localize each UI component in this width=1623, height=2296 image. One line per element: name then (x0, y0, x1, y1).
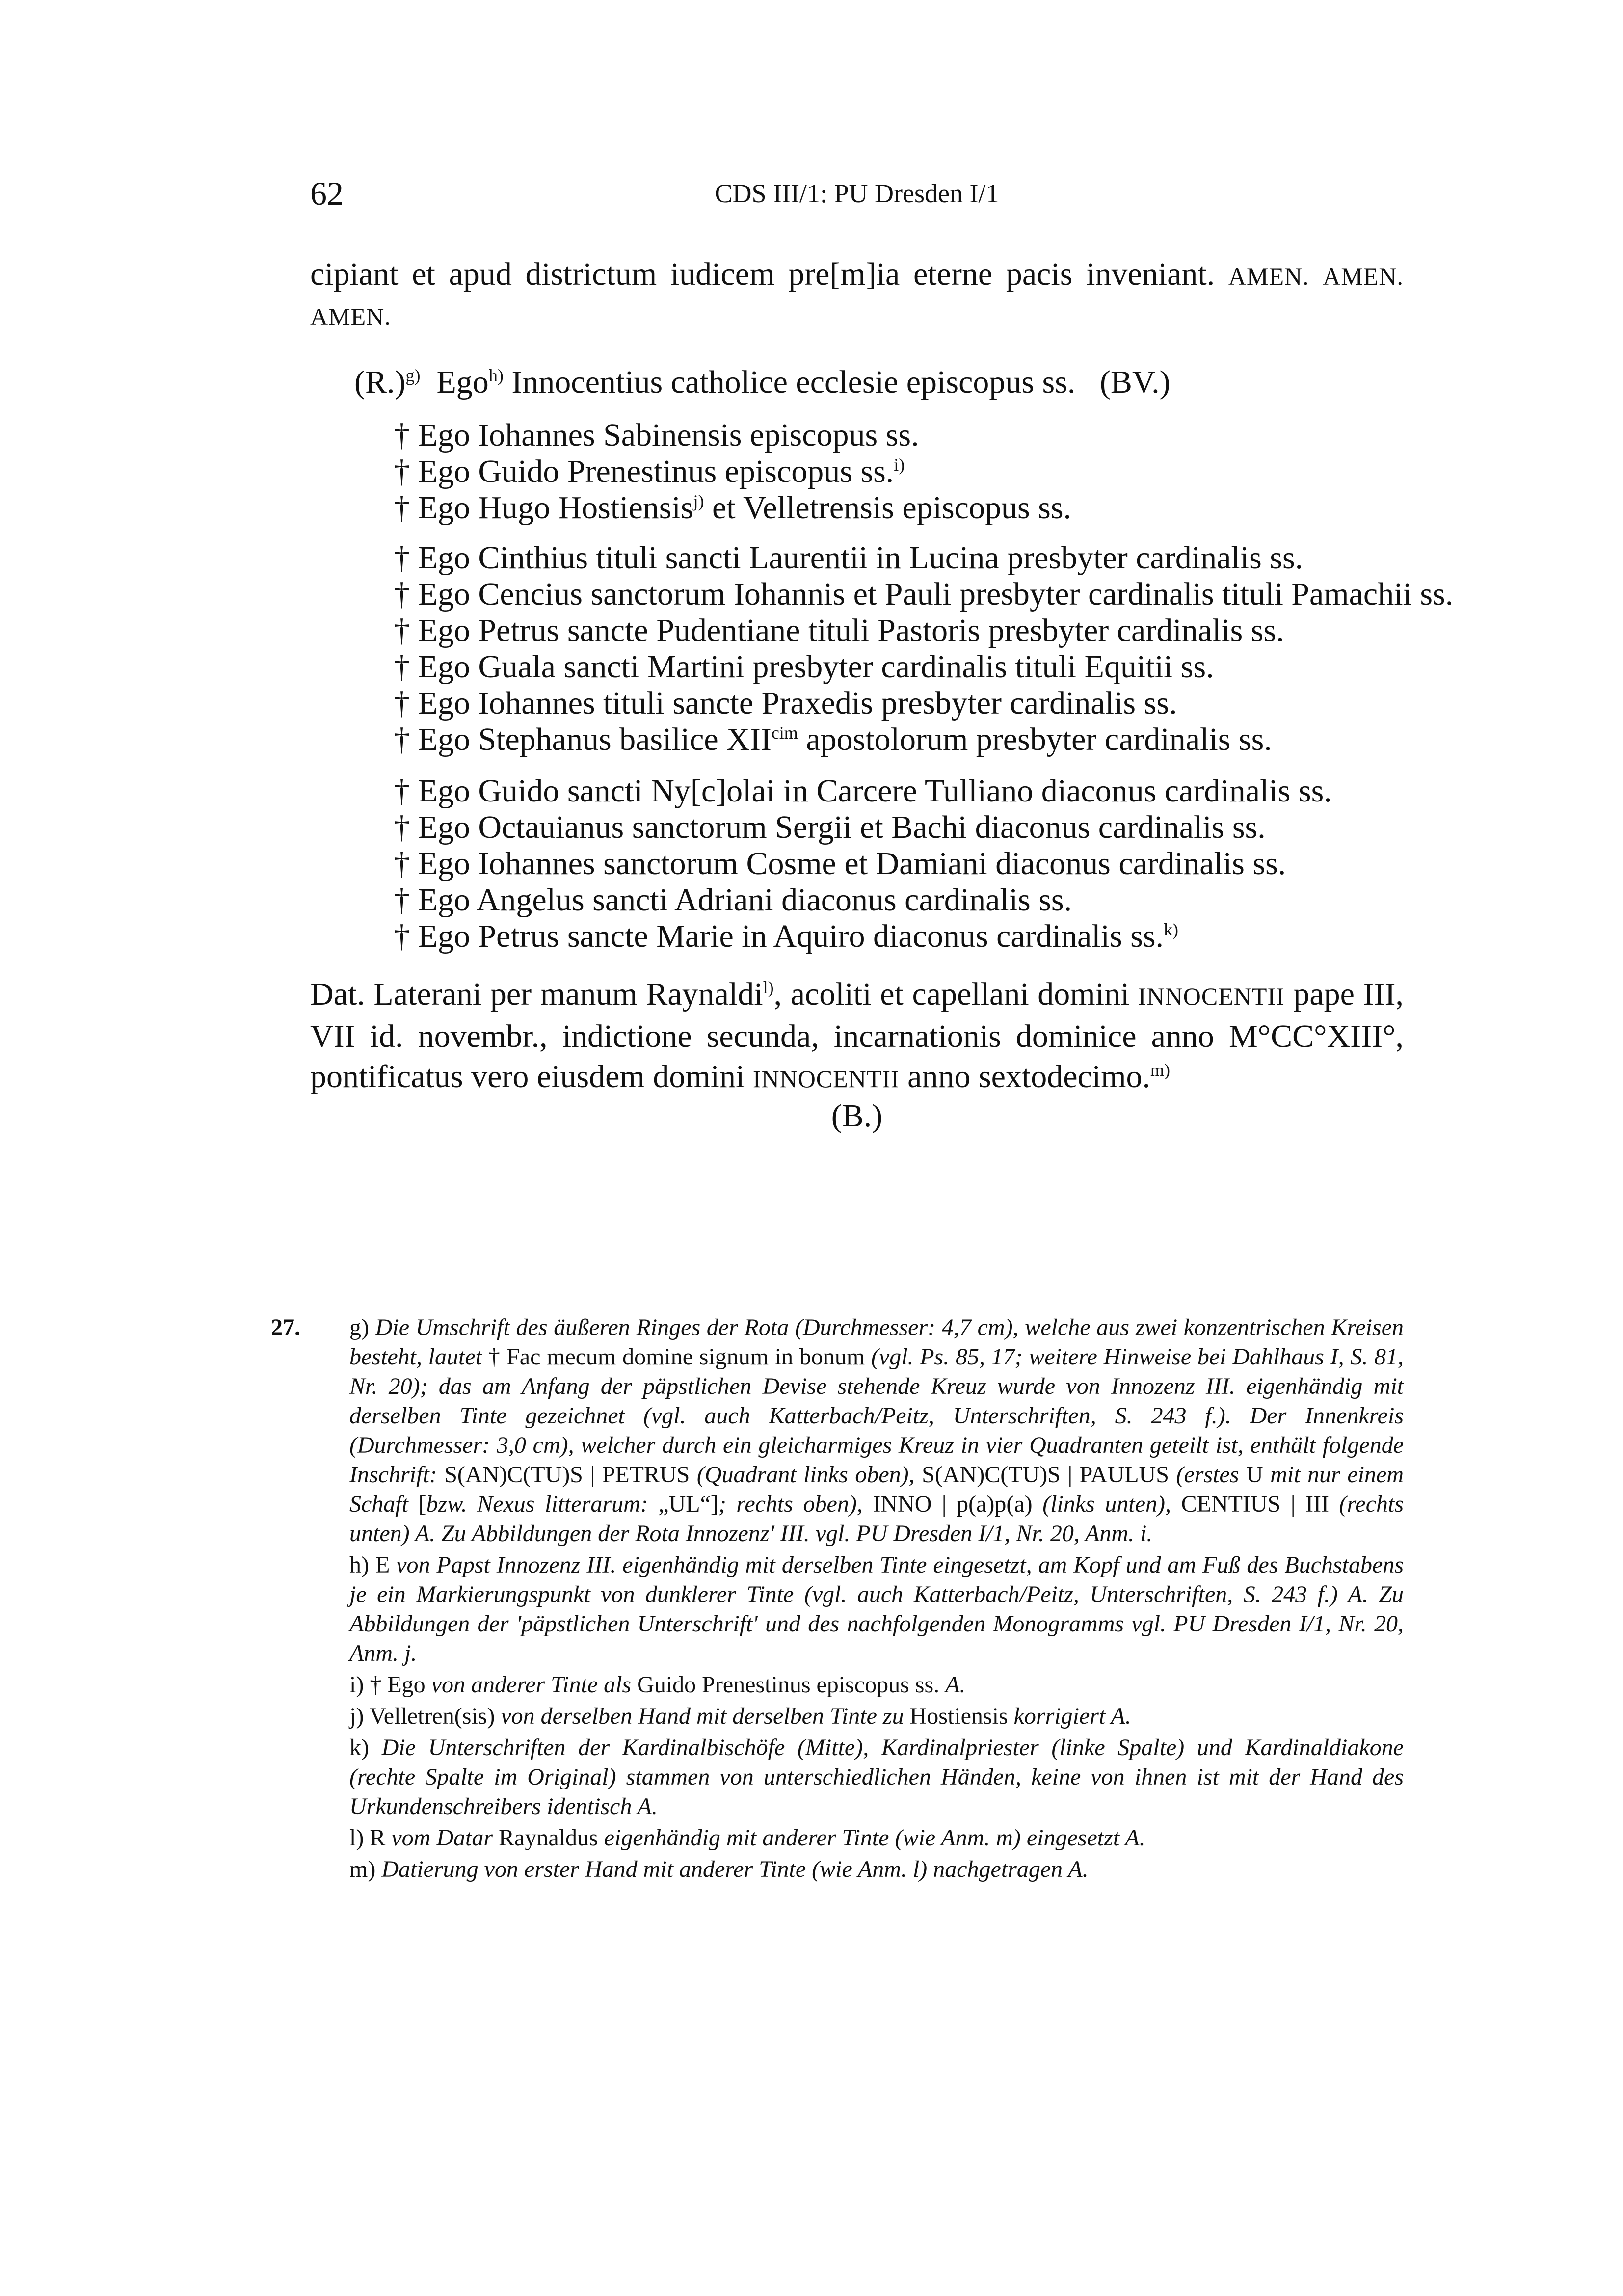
bishops-subscriptions (394, 417, 1071, 526)
editorial-italic-text: von Papst Innozenz III. eigenhändig mit derselben Tinte eingesetzt, am Kopf und am Fuß des Buchstabens je ein Markierungspunkt von dunklerer Tinte (vgl. auch Katterbach/Peitz, Unterschriften, S. 243 f.) A. Zu Abbildungen der 'päpstlichen Unterschrift' und des nachfolgenden Monogramms vgl. PU Dresden I/1, Nr. 20, Anm. j. (349, 1552, 1404, 1666)
quoted-text: Hostiensis (909, 1703, 1014, 1729)
subscription-line: † Ego Angelus sancti Adriani diaconus cardinalis ss. (394, 882, 1072, 918)
main-text (310, 255, 1454, 1134)
editorial-italic-text: von anderer Tinte als (431, 1672, 638, 1698)
subscription-line: † Ego Stephanus basilice $XII^{cim}$ apostolorum presbyter cardinalis ss. (394, 721, 1272, 757)
dating-clause: Dat. Laterani per manum Raynaldi$^{l)}$, acoliti et capellani domini INNOCENTII pape III, VII id. novembr., indictione secunda, incarnationis dominice anno M°CC°XIII°, pontificatus vero eiusdem domini INNOCENTII anno sextodecimo.$^{m)}$ (310, 976, 1404, 1095)
running-title: CDS III/1: PU Dresden I/1 (715, 179, 999, 208)
subscription-line: † Ego Guido sancti Ny[c]olai in Carcere Tulliano diaconus cardinalis ss. (394, 773, 1332, 809)
quoted-text: INNO | p(a)p(a) (873, 1491, 1043, 1517)
editorial-italic-text: Die Unterschriften der Kardinalbischöfe (Mitte), Kardinalpriester (linke Spalte) und Kardinaldiakone (rechte Spalte im Original) stammen von unterschiedlichen Händen, keine von ihnen ist mit der Hand des Urkundenschreibers identisch A. (349, 1735, 1404, 1819)
subscription-line: † Ego Octauianus sanctorum Sergii et Bachi diaconus cardinalis ss. (394, 809, 1266, 845)
editorial-italic-text: ; rechts oben), (718, 1491, 873, 1517)
quoted-text: Raynaldus (499, 1825, 604, 1851)
priests-subscriptions (394, 540, 1453, 758)
editorial-italic-text: mit nur einem Schaft (349, 1462, 1404, 1517)
editorial-italic-text: (Quadrant links oben), (696, 1462, 922, 1488)
quoted-text: U (1246, 1462, 1271, 1488)
subscription-line: † Ego Iohannes sanctorum Cosme et Damiani diaconus cardinalis ss. (394, 846, 1286, 881)
editorial-italic-text: A. (945, 1672, 966, 1698)
editorial-italic-text: (vgl. Ps. 85, 17; weitere Hinweise bei Dahlhaus I, S. 81, Nr. 20); das am Anfang der päpstlichen Devise stehende Kreuz wurde von Innozenz III. eigenhändig mit derselben Tinte gezeichnet (vgl. auch Katterbach/Peitz, Unterschriften, S. 243 f.). Der Innenkreis (Durchmesser: 3,0 cm), welcher durch ein gleicharmiges Kreuz in vier Quadranten geteilt ist, enthält folgende Inschrift: (349, 1344, 1404, 1488)
editorial-italic-text: vom Datar (391, 1825, 499, 1851)
quoted-text: g) (349, 1314, 375, 1340)
deacons-subscriptions (394, 773, 1332, 955)
quoted-text: S(AN)C(TU)S | PETRUS (444, 1462, 697, 1488)
editorial-italic-text: (erstes (1176, 1462, 1247, 1488)
note-g (271, 1313, 1404, 1548)
editorial-italic-text: (links unten), (1042, 1491, 1181, 1517)
quoted-text: S(AN)C(TU)S | PAULUS (922, 1462, 1176, 1488)
pope-subscription: $(R.)^{g)}$ Ego$^{h)}$ Innocentius catholice ecclesie episcopus ss. (BV.) (354, 364, 1171, 400)
subscription-line: † Ego Hugo Hostiensis$^{j)}$ et Velletrensis episcopus ss. (394, 490, 1072, 526)
page-header (310, 174, 1404, 214)
subscription-line: † Ego Guido Prenestinus episcopus ss.$^{i)}$ (394, 454, 905, 489)
quoted-text: [ (418, 1491, 426, 1517)
quoted-text: l) R (349, 1825, 392, 1851)
subscription-line: † Ego Petrus sancte Pudentiane tituli Pastoris presbyter cardinalis ss. (394, 613, 1284, 648)
note-h (310, 1550, 1404, 1668)
quoted-text: Guido Prenestinus episcopus ss. (637, 1672, 946, 1698)
page-number: 62 (310, 175, 344, 212)
editorial-italic-text: von derselben Hand mit derselben Tinte zu (501, 1703, 910, 1729)
subscription-line: † Ego Guala sancti Martini presbyter cardinalis tituli Equitii ss. (394, 649, 1214, 685)
subscription-line: † Ego Iohannes Sabinensis episcopus ss. (394, 417, 919, 453)
quoted-text: h) E (349, 1552, 397, 1578)
subscription-line: † Ego Cinthius tituli sancti Laurentii in Lucina presbyter cardinalis ss. (394, 540, 1304, 576)
quoted-text: „UL“] (658, 1491, 718, 1517)
note-j (310, 1702, 1404, 1731)
subscription-line: † Ego Petrus sancte Marie in Aquiro diaconus cardinalis ss.$^{k)}$ (394, 918, 1179, 954)
note-number: 27. (271, 1314, 300, 1340)
editorial-italic-text: korrigiert A. (1013, 1703, 1131, 1729)
quoted-text: † Fac mecum domine signum in bonum (488, 1344, 871, 1370)
bulla-mark: (B.) (831, 1098, 883, 1134)
opening-paragraph: cipiant et apud districtum iudicem pre[m]ia eterne pacis inveniant. AMEN. AMEN. AMEN. (310, 256, 1404, 330)
subscription-line: † Ego Cencius sanctorum Iohannis et Pauli presbyter cardinalis tituli Pamachii ss. (394, 576, 1454, 612)
subscription-line: † Ego Iohannes tituli sancte Praxedis presbyter cardinalis ss. (394, 685, 1177, 721)
quoted-text: j) Velletren(sis) (349, 1703, 501, 1729)
editorial-italic-text: eigenhändig mit anderer Tinte (wie Anm. m) eingesetzt A. (604, 1825, 1145, 1851)
note-l (310, 1823, 1404, 1853)
editorial-italic-text: (rechts unten) A. Zu Abbildungen der Rota Innozenz' III. vgl. PU Dresden I/1, Nr. 20, Anm. i. (349, 1491, 1404, 1547)
quoted-text: k) (349, 1735, 382, 1761)
quoted-text: i) † Ego (349, 1672, 431, 1698)
note-k (310, 1733, 1404, 1821)
note-m (310, 1855, 1404, 1884)
editorial-italic-text: Datierung von erster Hand mit anderer Tinte (wie Anm. l) nachgetragen A. (381, 1856, 1089, 1882)
editorial-italic-text: Die Umschrift des äußeren Ringes der Rota (Durchmesser: 4,7 cm), welche aus zwei konzentrischen Kreisen besteht, lautet (349, 1314, 1404, 1370)
quoted-text: m) (349, 1856, 382, 1882)
note-i (310, 1670, 1404, 1700)
editorial-italic-text: bzw. Nexus litterarum: (426, 1491, 659, 1517)
footnotes (271, 1313, 1404, 1886)
quoted-text: CENTIUS | III (1181, 1491, 1339, 1517)
